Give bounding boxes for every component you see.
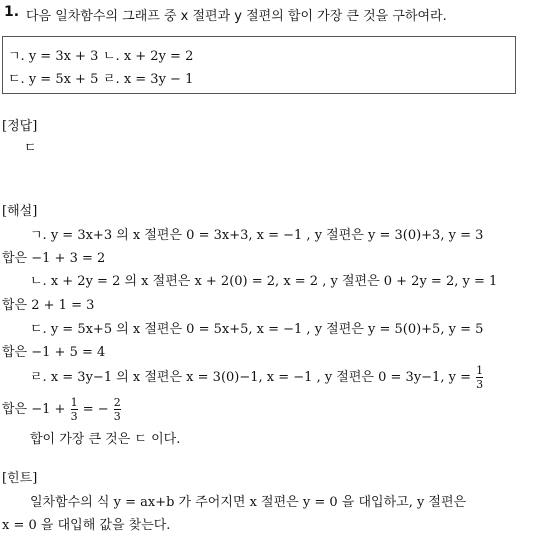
explanation-heading: [해설] bbox=[2, 204, 38, 219]
explanation-a-line2: 합은 −1 + 3 = 2 bbox=[2, 251, 106, 266]
option-a: ㄱ. y = 3x + 3 bbox=[8, 49, 99, 64]
answer-value: ㄷ bbox=[24, 141, 37, 156]
hint-heading: [힌트] bbox=[2, 471, 38, 486]
explanation-d-text: ㄹ. x = 3y−1 의 x 절편은 x = 3(0)−1, x = −1 , y 절편은 0 = 3y−1, y = bbox=[30, 370, 471, 385]
explanation-a-line1: ㄱ. y = 3x+3 의 x 절편은 0 = 3x+3, x = −1 , y 절편은 y = 3(0)+3, y = 3 bbox=[30, 228, 484, 243]
fraction-denominator: 3 bbox=[476, 378, 484, 391]
explanation-d-line1 bbox=[30, 364, 484, 391]
option-b: ㄴ. x + 2y = 2 bbox=[103, 49, 194, 64]
hint-line2: x = 0 을 대입해 값을 찾는다. bbox=[2, 518, 171, 533]
fraction-numerator: 2 bbox=[113, 396, 121, 409]
explanation-conclusion: 합이 가장 큰 것은 ㄷ 이다. bbox=[30, 432, 181, 447]
explanation-b-line1: ㄴ. x + 2y = 2 의 x 절편은 x + 2(0) = 2, x = 2 , y 절편은 0 + 2y = 2, y = 1 bbox=[30, 274, 498, 289]
explanation-d-sum-fraction2 bbox=[114, 396, 121, 423]
fraction-numerator: 1 bbox=[70, 396, 78, 409]
hint-line1: 일차함수의 식 y = ax+b 가 주어지면 x 절편은 y = 0 을 대입하고, y 절편은 bbox=[30, 495, 467, 510]
explanation-d-sum-middle: = − bbox=[82, 402, 109, 417]
explanation-d-sum-prefix: 합은 −1 + bbox=[2, 402, 66, 417]
fraction-numerator: 1 bbox=[476, 364, 484, 377]
option-d: ㄹ. x = 3y − 1 bbox=[103, 72, 194, 87]
explanation-c-line2: 합은 −1 + 5 = 4 bbox=[2, 345, 106, 360]
option-c: ㄷ. y = 5x + 5 bbox=[8, 72, 99, 87]
fraction-denominator: 3 bbox=[70, 410, 78, 423]
explanation-b-line2: 합은 2 + 1 = 3 bbox=[2, 298, 95, 313]
explanation-d-sum-fraction1 bbox=[71, 396, 78, 423]
question-number: 1. bbox=[4, 4, 20, 20]
question-text: 다음 일차함수의 그래프 중 x 절편과 y 절편의 합이 가장 큰 것을 구하여라. bbox=[26, 9, 447, 24]
explanation-d-line2 bbox=[2, 396, 122, 423]
fraction-denominator: 3 bbox=[113, 410, 121, 423]
explanation-c-line1: ㄷ. y = 5x+5 의 x 절편은 0 = 5x+5, x = −1 , y 절편은 y = 5(0)+5, y = 5 bbox=[30, 322, 484, 337]
explanation-d-fraction bbox=[476, 364, 483, 391]
answer-heading: [정답] bbox=[2, 119, 38, 134]
